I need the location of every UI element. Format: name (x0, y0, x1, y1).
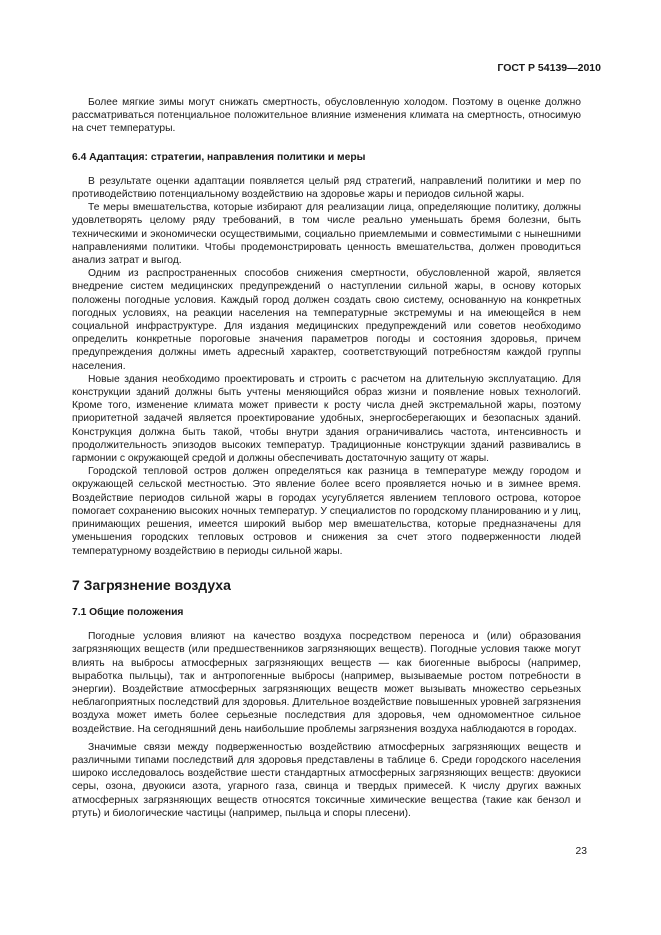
document-code: ГОСТ Р 54139—2010 (497, 62, 601, 74)
paragraph: Те меры вмешательства, которые избирают для реализации лица, определяющие политику, должны удовлетворять целому ряду требований, в том числе реально уменьшать бремя болезни, быть техническими и экономически осуществимыми, социально приемлемыми и совместимыми с нынешними направлениями политики. Чтобы продемонстрировать ценность вмешательства, должен проводиться анализ затрат и выгод. (72, 202, 581, 267)
section-7-heading: 7 Загрязнение воздуха (72, 576, 231, 593)
page-body (72, 96, 581, 820)
paragraph: Погодные условия влияют на качество воздуха посредством переноса и (или) образования загрязняющих веществ (или предшественников загрязняющих веществ). Погодные условия также могут влиять на выбросы атмосферных загрязняющих веществ — как биогенные выбросы (например, выработка пыльцы), так и антропогенные выбросы (например, вызываемые ростом потребности в энергии). Воздействие атмосферных загрязняющих веществ может вызывать множество серьезных неблагоприятных последствий для здоровья. Длительное воздействие повышенных уровней загрязнения воздуха может иметь более серьезные последствия для здоровья, чем одномоментное сильное воздействие. На сегодняшний день наибольшие проблемы загрязнения воздуха наблюдаются в городах. (72, 631, 581, 735)
paragraph: Одним из распространенных способов снижения смертности, обусловленной жарой, является внедрение систем медицинских предупреждений о наступлении сильной жары, в основу которых положены погодные условия. Каждый город должен создать свою систему, основанную на конкретных погодных условиях, на реакции населения на температурные экстремумы и на имеющейся в нем социальной инфраструктуре. Для издания медицинских предупреждений или советов необходимо определить конкретные пороговые значения параметров погоды и состояния здоровья, причем предупреждения должны иметь адресный характер, соответствующий потребностям каждой группы населения. (72, 268, 581, 372)
paragraph: Городской тепловой остров должен определяться как разница в температуре между городом и окружающей сельской местностью. Это явление более всего проявляется ночью и в зимнее время. Воздействие периодов сильной жары в городах усугубляется явлением теплового острова, которое помогает сохранению высоких ночных температур. У специалистов по городскому планированию и у лиц, принимающих решения, имеется широкий выбор мер вмешательства, которые предназначены для уменьшения городских тепловых островов и снижения за счет этого подверженности людей температурному воздействию в периоды сильной жары. (72, 466, 581, 557)
page-number: 23 (575, 846, 587, 857)
paragraph: В результате оценки адаптации появляется целый ряд стратегий, направлений политики и мер по противодействию потенциальному воздействию на здоровье жары и периодов сильной жары. (72, 175, 581, 201)
paragraph: Новые здания необходимо проектировать и строить с расчетом на длительную эксплуатацию. Для конструкции зданий должны быть учтены меняющийся образ жизни и появление новых технологий. Кроме того, изменение климата может привести к росту числа дней экстремальной жары, поэтому приоритетной задачей является проектирование удобных, энергосберегающих и безопасных зданий. Конструкция должна быть такой, чтобы внутри здания ограничивались частота, интенсивность и продолжительность эпизодов высоких температур. Традиционные конструкции зданий развивались в гармонии с окружающей средой и должны обеспечивать достаточную защиту от жары. (72, 373, 581, 465)
section-7-1-heading: 7.1 Общие положения (72, 606, 184, 618)
paragraph: Значимые связи между подверженностью воздействию атмосферных загрязняющих веществ и различными типами последствий для здоровья представлены в таблице 6. Среди городского населения широко исследовалось воздействие шести стандартных атмосферных загрязняющих веществ: двуокиси серы, озона, двуокиси азота, угарного газа, свинца и твердых примесей. К числу других важных атмосферных загрязняющих веществ относятся токсичные химические вещества (такие как бензол и ртуть) и биологические частицы (например, пыльца и споры плесени). (72, 741, 581, 819)
section-6-4-heading: 6.4 Адаптация: стратегии, направления политики и меры (72, 151, 366, 163)
intro-paragraph: Более мягкие зимы могут снижать смертность, обусловленную холодом. Поэтому в оценке должно рассматриваться потенциальное положительное влияние изменения климата на смертность, относимую на счет температуры. (72, 97, 581, 135)
